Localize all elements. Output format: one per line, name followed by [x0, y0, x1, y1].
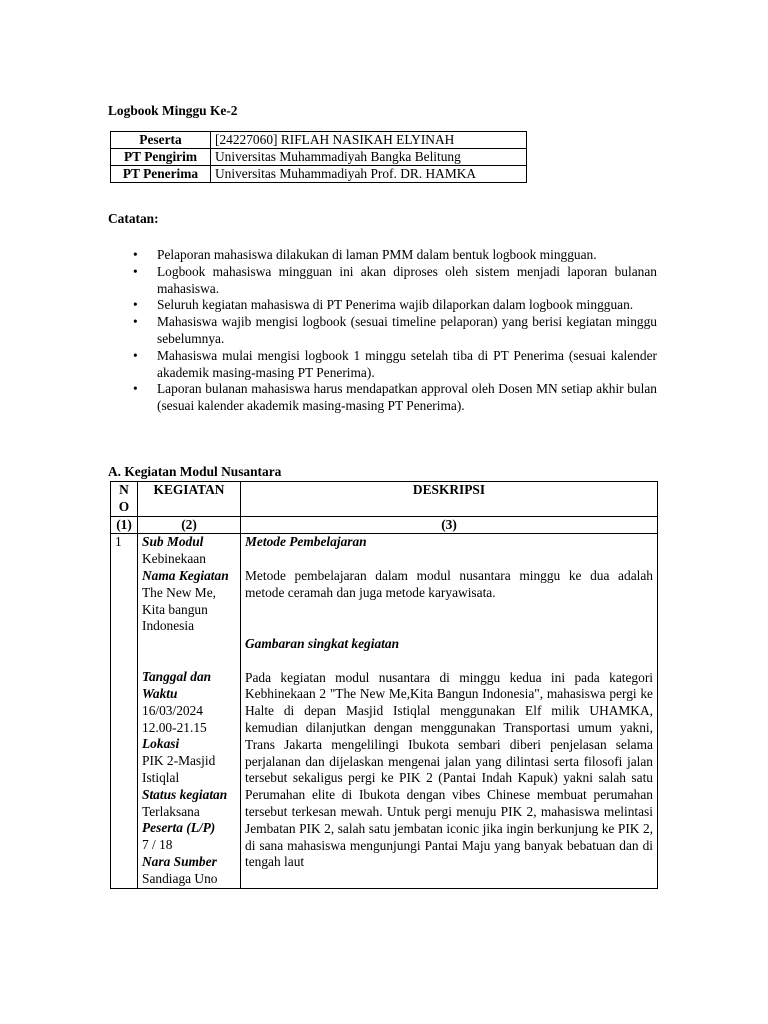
- field-label: Sub Modul: [142, 534, 204, 550]
- bullet-icon: •: [133, 314, 138, 330]
- field-value: 16/03/2024: [142, 702, 204, 718]
- row-number: 1: [111, 534, 138, 888]
- field-value: 12.00-21.15: [142, 719, 207, 735]
- column-number: (2): [138, 516, 241, 534]
- table-row: [111, 132, 527, 149]
- bullet-icon: •: [133, 381, 138, 397]
- field-value: Sandiaga Uno: [142, 870, 218, 886]
- list-item: [133, 263, 657, 298]
- description-paragraph: Metode pembelajaran dalam modul nusantara minggu ke dua adalah metode ceramah dan juga metode karyawisata.: [245, 568, 653, 600]
- header-row: [111, 482, 658, 517]
- activity-table: [110, 481, 658, 889]
- info-label: PT Pengirim: [111, 149, 211, 166]
- list-item-text: Logbook mahasiswa mingguan ini akan diproses oleh sistem menjadi laporan bulanan mahasiswa.: [157, 263, 657, 296]
- field-value: Kebinekaan: [142, 551, 206, 567]
- bullet-icon: •: [133, 347, 138, 363]
- column-header-no: [111, 482, 138, 517]
- field-label: Nama Kegiatan: [142, 567, 229, 583]
- info-value: Universitas Muhammadiyah Prof. DR. HAMKA: [211, 166, 527, 183]
- activity-details: [138, 534, 241, 888]
- column-header-deskripsi: DESKRIPSI: [241, 482, 658, 517]
- spacer: [245, 653, 653, 670]
- spacer: [245, 551, 653, 568]
- field-value: Terlaksana: [142, 803, 200, 819]
- notes-list: [133, 247, 657, 415]
- activity-description: [241, 534, 658, 888]
- bullet-icon: •: [133, 247, 138, 262]
- list-item: [133, 297, 657, 314]
- participant-info-table: [110, 131, 527, 183]
- list-item-text: Mahasiswa wajib mengisi logbook (sesuai timeline pelaporan) yang berisi kegiatan minggu sebelumnya.: [157, 314, 657, 346]
- info-value: [24227060] RIFLAH NASIKAH ELYINAH: [211, 132, 527, 149]
- notes-title: Catatan:: [108, 211, 159, 226]
- list-item: [133, 381, 657, 415]
- section-title: A. Kegiatan Modul Nusantara: [108, 464, 282, 479]
- field-value: PIK 2-Masjid Istiqlal: [142, 753, 216, 785]
- bullet-icon: •: [133, 297, 138, 313]
- field-value: 7 / 18: [142, 837, 173, 853]
- column-number: (3): [241, 516, 658, 534]
- field-label: Tanggal dan Waktu: [142, 669, 212, 701]
- column-header-kegiatan: KEGIATAN: [138, 482, 241, 517]
- page-title: Logbook Minggu Ke-2: [108, 103, 238, 118]
- info-label: Peserta: [111, 132, 211, 149]
- spacer: [142, 635, 236, 669]
- list-item-text: Laporan bulanan mahasiswa harus mendapatkan approval oleh Dosen MN setiap akhir bulan (sesuai kalender akademik masing-masing PT Penerima).: [157, 381, 657, 414]
- field-label: Status kegiatan: [142, 786, 228, 802]
- field-value: The New Me, Kita bangun Indonesia: [142, 584, 216, 634]
- table-row: [111, 149, 527, 166]
- list-item: [133, 314, 657, 348]
- table-row: [111, 166, 527, 183]
- field-label: Lokasi: [142, 736, 180, 752]
- list-item-text: Pelaporan mahasiswa dilakukan di laman PMM dalam bentuk logbook mingguan.: [157, 247, 597, 262]
- info-value: Universitas Muhammadiyah Bangka Belitung: [211, 149, 527, 166]
- info-label: PT Penerima: [111, 166, 211, 183]
- description-heading: Metode Pembelajaran: [245, 534, 367, 550]
- bullet-icon: •: [133, 263, 138, 279]
- list-item: [133, 247, 657, 264]
- description-heading: Gambaran singkat kegiatan: [245, 635, 400, 651]
- numbering-row: [111, 516, 658, 534]
- list-item: [133, 347, 657, 382]
- column-number: (1): [111, 516, 138, 534]
- description-paragraph: Pada kegiatan modul nusantara di minggu kedua ini pada kategori Kebhinekaan 2 "The New Me,Kita Bangun Indonesia", mahasiswa pergi ke Halte di depan Masjid Istiqlal menggunakan Elf milik UHAMKA, kemudian dilanjutkan dengan menggunakan Transportasi umum yakni, Trans Jakarta mengelilingi Ibukota sembari diberi penjelasan selama perjalanan dan dijelaskan mengenai jalan yang dilintasi serta filosofi jalan tersebut sekaligus pergi ke PIK 2 (Pantai Indah Kapuk) yakni salah satu Perumahan elite di Ibukota dengan vibes Chinese membuat perumahan tersebut terkesan mewah. Untuk pergi menuju PIK 2, mahasiswa melintasi Jembatan PIK 2, salah satu jembatan iconic jika ingin berkunjung ke PIK 2, di sana mahasiswa mengunjungi Pantai Maju yang banyak bebatuan dan di tengah laut: [245, 669, 653, 870]
- field-label: Peserta (L/P): [142, 820, 216, 836]
- list-item-text: Seluruh kegiatan mahasiswa di PT Penerima wajib dilaporkan dalam logbook mingguan.: [157, 297, 634, 313]
- field-label: Nara Sumber: [142, 853, 217, 869]
- table-row: [111, 534, 658, 888]
- spacer: [245, 602, 653, 636]
- header-no-text: N O: [118, 482, 130, 514]
- list-item-text: Mahasiswa mulai mengisi logbook 1 minggu setelah tiba di PT Penerima (sesuai kalender akademik masing-masing PT Penerima).: [157, 347, 657, 380]
